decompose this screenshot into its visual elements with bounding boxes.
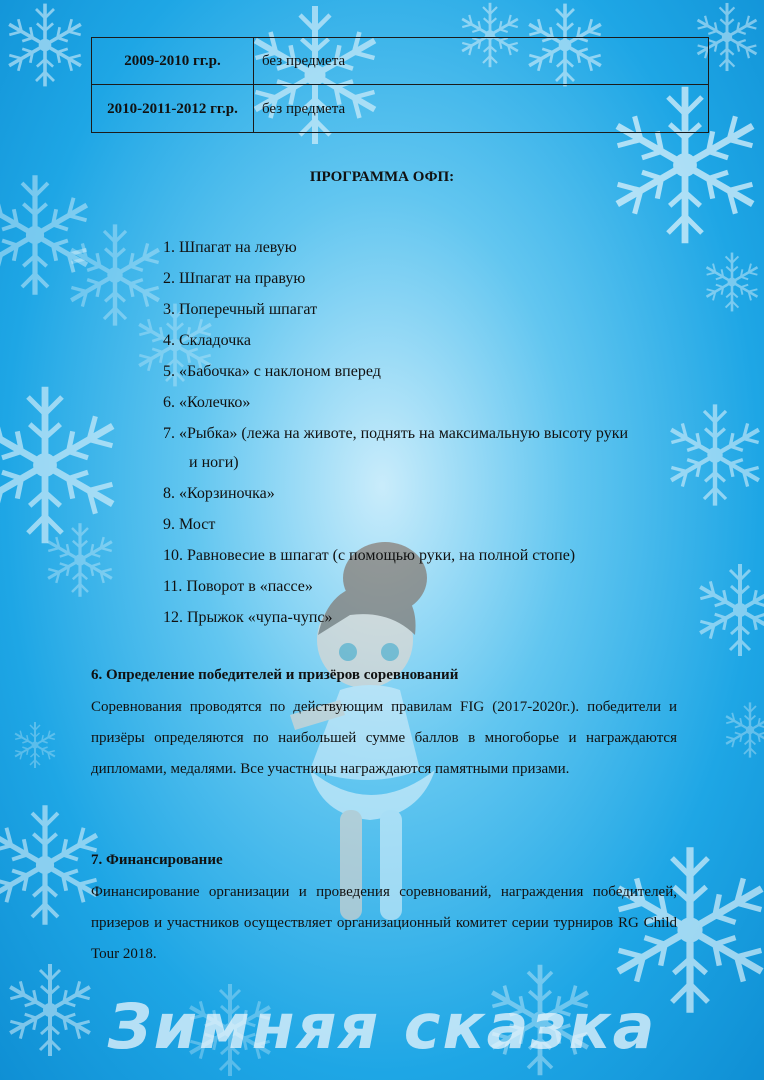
list-item-text: Шпагат на правую	[179, 270, 306, 287]
list-item	[163, 232, 693, 263]
list-item-text: Шпагат на левую	[179, 239, 297, 256]
table-row	[92, 38, 709, 85]
list-item	[163, 387, 693, 418]
table-cell-years: 2009-2010 гг.р.	[92, 38, 254, 85]
list-item-text: «Колечко»	[179, 394, 251, 411]
list-item-text: «Рыбка» (лежа на животе, поднять на максимальную высоту руки	[179, 425, 629, 442]
list-item-continuation: и ноги)	[189, 454, 239, 471]
table-row	[92, 85, 709, 133]
list-item-text: Складочка	[179, 332, 251, 349]
list-item	[163, 602, 693, 633]
list-item-number: 6.	[163, 394, 175, 411]
list-item	[163, 356, 693, 387]
list-item-number: 1.	[163, 239, 175, 256]
section-6-text: Соревнования проводятся по действующим правилам FIG (2017-2020г.). победители и призёры определяются по наибольшей сумме баллов в многоборье и награждаются дипломами, медалями. Все участницы награждаются памятными призами.	[91, 699, 677, 777]
list-item-text: Поперечный шпагат	[179, 301, 318, 318]
list-item-number: 3.	[163, 301, 175, 318]
program-list	[163, 232, 693, 633]
list-item	[163, 325, 693, 356]
list-item-number: 2.	[163, 270, 175, 287]
list-item	[163, 263, 693, 294]
list-item-text: Равновесие в шпагат (с помощью руки, на полной стопе)	[187, 547, 576, 564]
section-7-heading: 7. Финансирование	[91, 852, 223, 868]
list-item-number: 10.	[163, 547, 183, 564]
list-item-number: 5.	[163, 363, 175, 380]
list-item	[163, 294, 693, 325]
table-cell-value: без предмета	[254, 85, 709, 133]
list-item	[163, 571, 693, 602]
section-7-text: Финансирование организации и проведения соревнований, награждения победителей, призеров и участников осуществляет организационный комитет серии турниров RG Child Tour 2018.	[91, 884, 677, 962]
list-item-text: Мост	[179, 516, 216, 533]
list-item-number: 12.	[163, 609, 183, 626]
table-cell-value: без предмета	[254, 38, 709, 85]
list-item-text: Прыжок «чупа-чупс»	[187, 609, 333, 626]
list-item-text: Поворот в «пассе»	[186, 578, 313, 595]
list-item	[163, 509, 693, 540]
list-item-text: «Бабочка» с наклоном вперед	[179, 363, 381, 380]
list-item-number: 7.	[163, 425, 175, 442]
footer-title: Зимняя сказка	[107, 990, 657, 1063]
list-item-text: «Корзиночка»	[179, 485, 275, 502]
section-6-heading: 6. Определение победителей и призёров соревнований	[91, 667, 459, 683]
list-item	[163, 478, 693, 509]
table-cell-years: 2010-2011-2012 гг.р.	[92, 85, 254, 133]
age-groups-table	[91, 37, 709, 133]
program-title: ПРОГРАММА ОФП:	[309, 169, 455, 185]
list-item-number: 8.	[163, 485, 175, 502]
list-item	[163, 540, 693, 571]
list-item	[163, 418, 693, 478]
list-item-number: 11.	[163, 578, 183, 595]
list-item-number: 4.	[163, 332, 175, 349]
list-item-number: 9.	[163, 516, 175, 533]
